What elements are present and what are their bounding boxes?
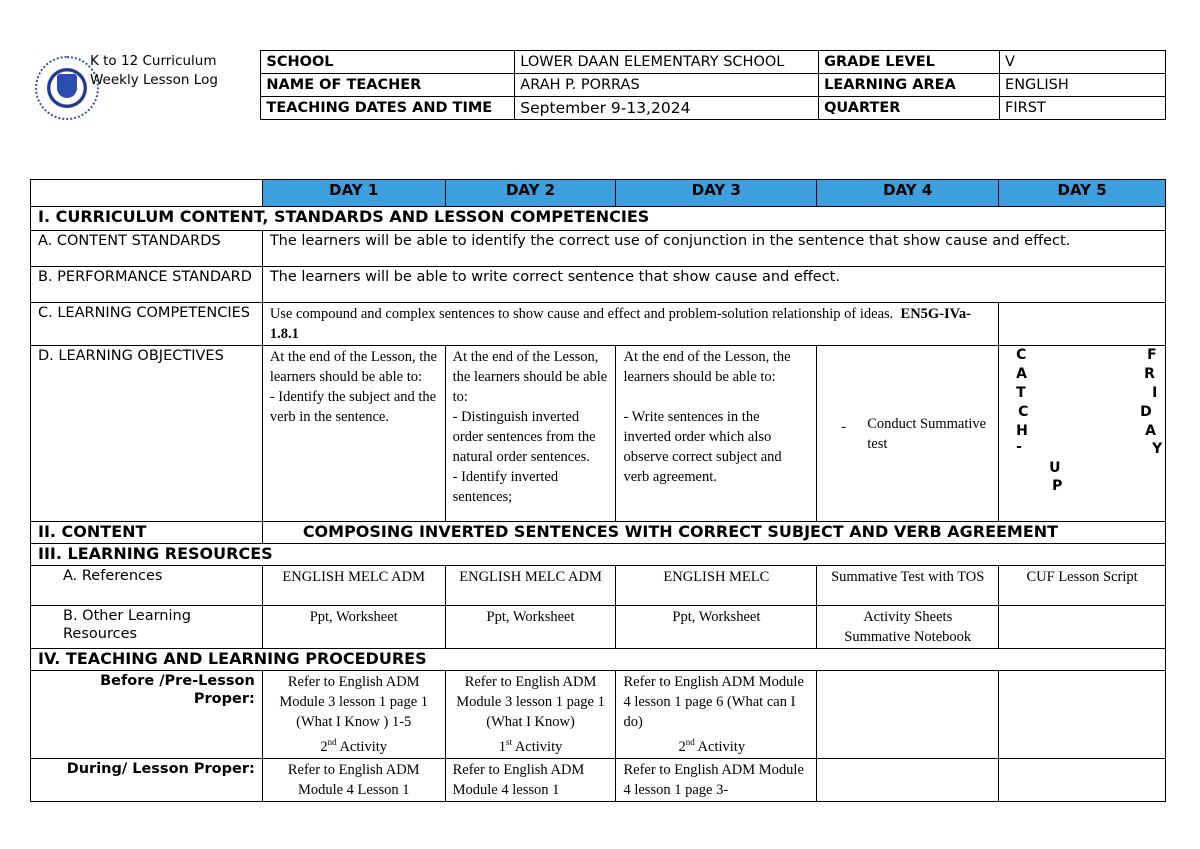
catch-letter: C bbox=[1016, 347, 1027, 363]
catch-letter: - bbox=[1016, 439, 1022, 455]
before-day5 bbox=[999, 671, 1166, 759]
grade-label: GRADE LEVEL bbox=[819, 51, 1000, 74]
friday-letter: R bbox=[1144, 366, 1155, 382]
other-resources-day5 bbox=[999, 606, 1166, 649]
dates-label: TEACHING DATES AND TIME bbox=[261, 97, 515, 120]
references-day5: CUF Lesson Script bbox=[999, 566, 1166, 606]
before-day3-activity-word: Activity bbox=[694, 738, 746, 755]
curriculum-line2: Weekly Lesson Log bbox=[90, 71, 218, 88]
friday-letter: A bbox=[1145, 423, 1156, 439]
references-day1: ENGLISH MELC ADM bbox=[262, 566, 445, 606]
during-day5 bbox=[999, 758, 1166, 801]
before-day1 bbox=[262, 671, 445, 759]
before-day1-activity-num: 2 bbox=[320, 738, 328, 755]
area-label: LEARNING AREA bbox=[819, 74, 1000, 97]
quarter-value: FIRST bbox=[1000, 97, 1166, 120]
before-day1-activity-word: Activity bbox=[336, 738, 388, 755]
competencies-text: Use compound and complex sentences to show cause and effect and problem-solution relationship of ideas. bbox=[269, 306, 894, 322]
catch-letter: C bbox=[1018, 404, 1029, 420]
before-day3 bbox=[616, 671, 817, 759]
quarter-label: QUARTER bbox=[819, 97, 1000, 120]
content-standards-text: The learners will be able to identify the correct use of conjunction in the sentence that show cause and effect. bbox=[262, 231, 1165, 267]
during-label: During/ Lesson Proper: bbox=[31, 758, 263, 801]
friday-letter: I bbox=[1152, 385, 1158, 401]
other-resources-day2: Ppt, Worksheet bbox=[445, 606, 616, 649]
catch-letter: T bbox=[1016, 385, 1026, 401]
references-day4: Summative Test with TOS bbox=[817, 566, 999, 606]
day5-header: DAY 5 bbox=[999, 180, 1166, 207]
up-letter: U bbox=[1049, 460, 1061, 476]
catch-letter: A bbox=[1016, 366, 1027, 382]
other-resources-day4: Activity Sheets Summative Notebook bbox=[817, 606, 999, 649]
before-day3-activity-sup: nd bbox=[685, 737, 695, 747]
other-resources-day1: Ppt, Worksheet bbox=[262, 606, 445, 649]
competencies-code: EN5G-IVa-1.8.1 bbox=[269, 306, 971, 342]
section4-heading: IV. TEACHING AND LEARNING PROCEDURES bbox=[31, 649, 1166, 671]
catch-letter: H bbox=[1016, 423, 1028, 439]
up-letter: P bbox=[1052, 478, 1063, 494]
before-day2-activity-sup: st bbox=[505, 737, 512, 747]
competencies-label: C. LEARNING COMPETENCIES bbox=[31, 303, 263, 346]
day2-header: DAY 2 bbox=[445, 180, 616, 207]
friday-letter: D bbox=[1140, 404, 1152, 420]
teacher-label: NAME OF TEACHER bbox=[261, 74, 515, 97]
during-day4 bbox=[817, 758, 999, 801]
before-day1-text: Refer to English ADM Module 3 lesson 1 page 1 (What I Know ) 1-5 bbox=[279, 674, 429, 730]
content-standards-label: A. CONTENT STANDARDS bbox=[31, 231, 263, 267]
section3-heading: III. LEARNING RESOURCES bbox=[31, 544, 1166, 566]
other-resources-day3: Ppt, Worksheet bbox=[616, 606, 817, 649]
performance-standard-text: The learners will be able to write correct sentence that show cause and effect. bbox=[262, 267, 1165, 303]
day4-header: DAY 4 bbox=[817, 180, 999, 207]
before-day3-text: Refer to English ADM Module 4 lesson 1 page 6 (What can I do) bbox=[623, 674, 804, 730]
grade-value: V bbox=[1000, 51, 1166, 74]
objectives-day4-text: Conduct Summative test bbox=[867, 415, 987, 452]
curriculum-line1: K to 12 Curriculum bbox=[90, 52, 217, 69]
friday-letter: Y bbox=[1152, 441, 1163, 457]
day1-header: DAY 1 bbox=[262, 180, 445, 207]
objectives-day5-catchup bbox=[999, 346, 1166, 522]
other-resources-label: B. Other Learning Resources bbox=[31, 606, 263, 649]
school-value: LOWER DAAN ELEMENTARY SCHOOL bbox=[515, 51, 819, 74]
competencies-day5 bbox=[999, 303, 1166, 346]
friday-letter: F bbox=[1147, 347, 1157, 363]
content-label: II. CONTENT bbox=[31, 522, 263, 544]
during-day3: Refer to English ADM Module 4 lesson 1 page 3- bbox=[616, 758, 817, 801]
before-day2 bbox=[445, 671, 616, 759]
competencies-cell bbox=[262, 303, 998, 346]
lesson-log-table bbox=[30, 179, 1166, 802]
before-day3-activity-num: 2 bbox=[678, 738, 686, 755]
dates-value: September 9-13,2024 bbox=[515, 97, 819, 120]
performance-standard-label: B. PERFORMANCE STANDARD bbox=[31, 267, 263, 303]
area-value: ENGLISH bbox=[1000, 74, 1166, 97]
during-day2: Refer to English ADM Module 4 lesson 1 bbox=[445, 758, 616, 801]
before-day1-activity-sup: nd bbox=[327, 737, 337, 747]
corner-cell bbox=[31, 180, 263, 207]
header-table bbox=[30, 50, 1166, 120]
section1-heading: I. CURRICULUM CONTENT, STANDARDS AND LESSON COMPETENCIES bbox=[31, 207, 1166, 231]
references-day3: ENGLISH MELC bbox=[616, 566, 817, 606]
during-day1: Refer to English ADM Module 4 Lesson 1 bbox=[262, 758, 445, 801]
before-label: Before /Pre-Lesson Proper: bbox=[31, 671, 263, 759]
references-label: A. References bbox=[31, 566, 263, 606]
before-day2-activity-num: 1 bbox=[498, 738, 506, 755]
before-day4 bbox=[817, 671, 999, 759]
objectives-day2: At the end of the Lesson, the learners should be able to: - Distinguish inverted order sentences from the natural order sentences. - Identify inverted sentences; bbox=[445, 346, 616, 522]
objectives-day4 bbox=[817, 346, 999, 522]
content-title: COMPOSING INVERTED SENTENCES WITH CORRECT SUBJECT AND VERB AGREEMENT bbox=[262, 522, 1165, 544]
objectives-label: D. LEARNING OBJECTIVES bbox=[31, 346, 263, 522]
school-label: SCHOOL bbox=[261, 51, 515, 74]
logo-cell bbox=[30, 51, 261, 120]
before-day2-text: Refer to English ADM Module 3 lesson 1 page 1 (What I Know) bbox=[456, 674, 605, 730]
references-day2: ENGLISH MELC ADM bbox=[445, 566, 616, 606]
day3-header: DAY 3 bbox=[616, 180, 817, 207]
objectives-day4-dash: - bbox=[841, 419, 847, 435]
before-day2-activity-word: Activity bbox=[512, 738, 563, 755]
objectives-day1: At the end of the Lesson, the learners should be able to: - Identify the subject and the verb in the sentence. bbox=[262, 346, 445, 522]
teacher-value: ARAH P. PORRAS bbox=[515, 74, 819, 97]
objectives-day3: At the end of the Lesson, the learners should be able to: - Write sentences in the inverted order which also observe correct subject and verb agreement. bbox=[616, 346, 817, 522]
